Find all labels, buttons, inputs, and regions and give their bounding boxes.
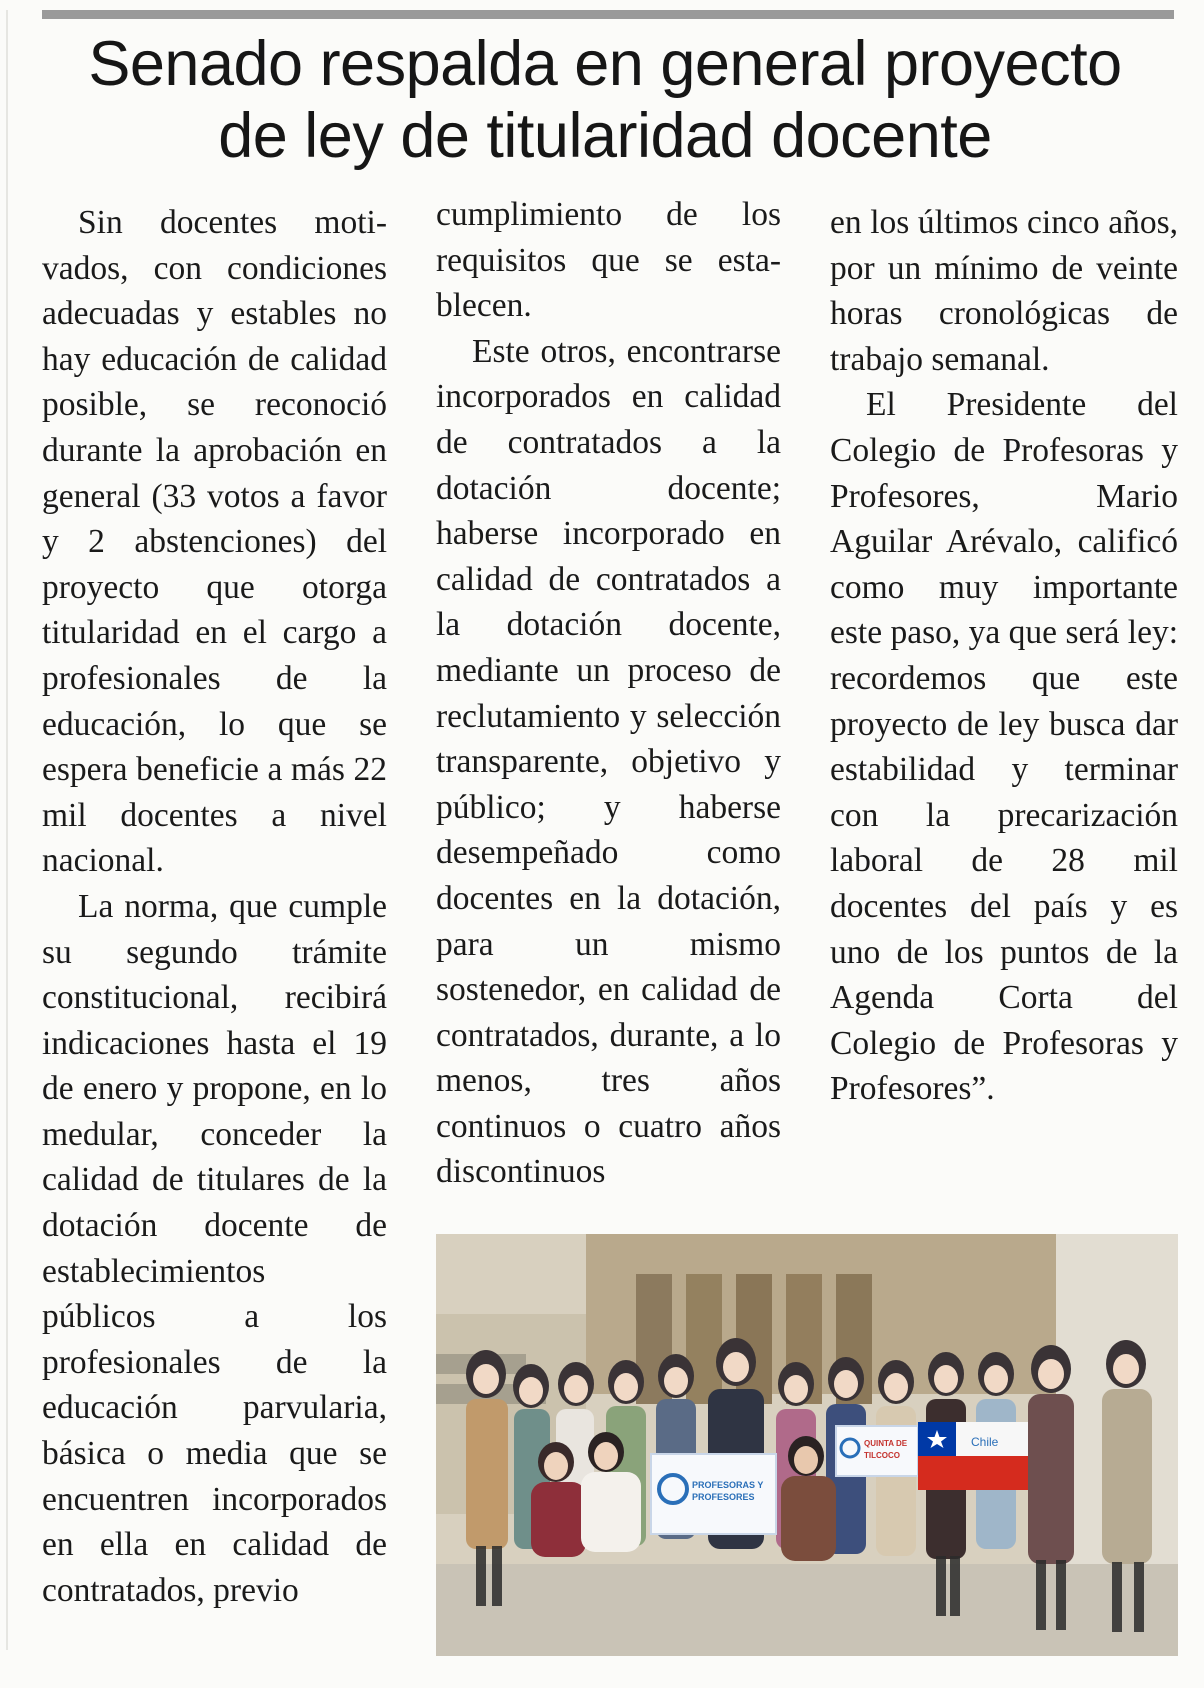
headline — [30, 28, 1180, 172]
svg-text:TILCOCO: TILCOCO — [864, 1451, 900, 1460]
paragraph: cumplimiento de los requisitos que se establecen. — [436, 196, 781, 325]
headline-line-1: Senado respalda en general proyecto — [88, 29, 1122, 99]
svg-text:PROFESORES: PROFESORES — [692, 1492, 755, 1502]
group-photo — [436, 1234, 1178, 1656]
flag-icon — [918, 1422, 1028, 1490]
top-rule — [42, 10, 1174, 19]
article-column-2 — [436, 192, 781, 1195]
article-column-3 — [830, 200, 1178, 1112]
paragraph: en los últimos cinco años, por un mínimo de veinte horas cronológicas de trabajo semanal. — [830, 204, 1178, 378]
paragraph: El Presidente del Colegio de Profesoras y Profesores, Mario Aguilar Arévalo, calificó como muy importante este paso, ya que será ley: recordemos que este proyecto de ley busca dar estabilidad y terminar con la precarización laboral de 28 mil docentes del país y es uno de los puntos de la Agenda Corta del Colegio de Profesoras y Profesores”. — [830, 386, 1178, 1108]
paragraph: Este otros, encontrarse incorporados en calidad de contratados a la dotación docente; haberse incorporado en calidad de contratados a la dotación docente, mediante un proceso de reclutamiento y selección transparente, objetivo y público; y haberse desempeñado como docentes en la dotación, para un mismo sostenedor, en calidad de contratados, durante, a lo menos, tres años continuos o cuatro años discontinuos — [436, 332, 781, 1191]
paragraph: La norma, que cumple su segundo trámite constitucional, recibirá indicaciones hasta el 19 de enero y propone, en lo medular, conceder la calidad de titulares de la dotación docente de establecimientos públicos a los profesionales de la educación parvularia, básica o media que se encuentren incorporados en ella en calidad de contratados, previo — [42, 887, 387, 1609]
svg-text:QUINTA DE: QUINTA DE — [864, 1439, 908, 1448]
headline-line-2: de ley de titularidad docente — [218, 101, 992, 171]
paragraph: Sin docentes motivados, con condiciones adecuadas y estables no hay educación de calidad posible, se reconoció durante la aprobación en general (33 votos a favor y 2 abstenciones) del proyecto que otorga titularidad en el cargo a profesionales de la educación, lo que se espera beneficie a más 22 mil docentes a nivel nacional. — [42, 204, 387, 880]
svg-text:Chile: Chile — [971, 1435, 999, 1449]
svg-text:PROFESORAS Y: PROFESORAS Y — [692, 1480, 764, 1490]
article-column-1 — [42, 200, 387, 1613]
group-photo-illustration — [436, 1234, 1178, 1656]
page-margin-rule — [6, 10, 8, 1650]
